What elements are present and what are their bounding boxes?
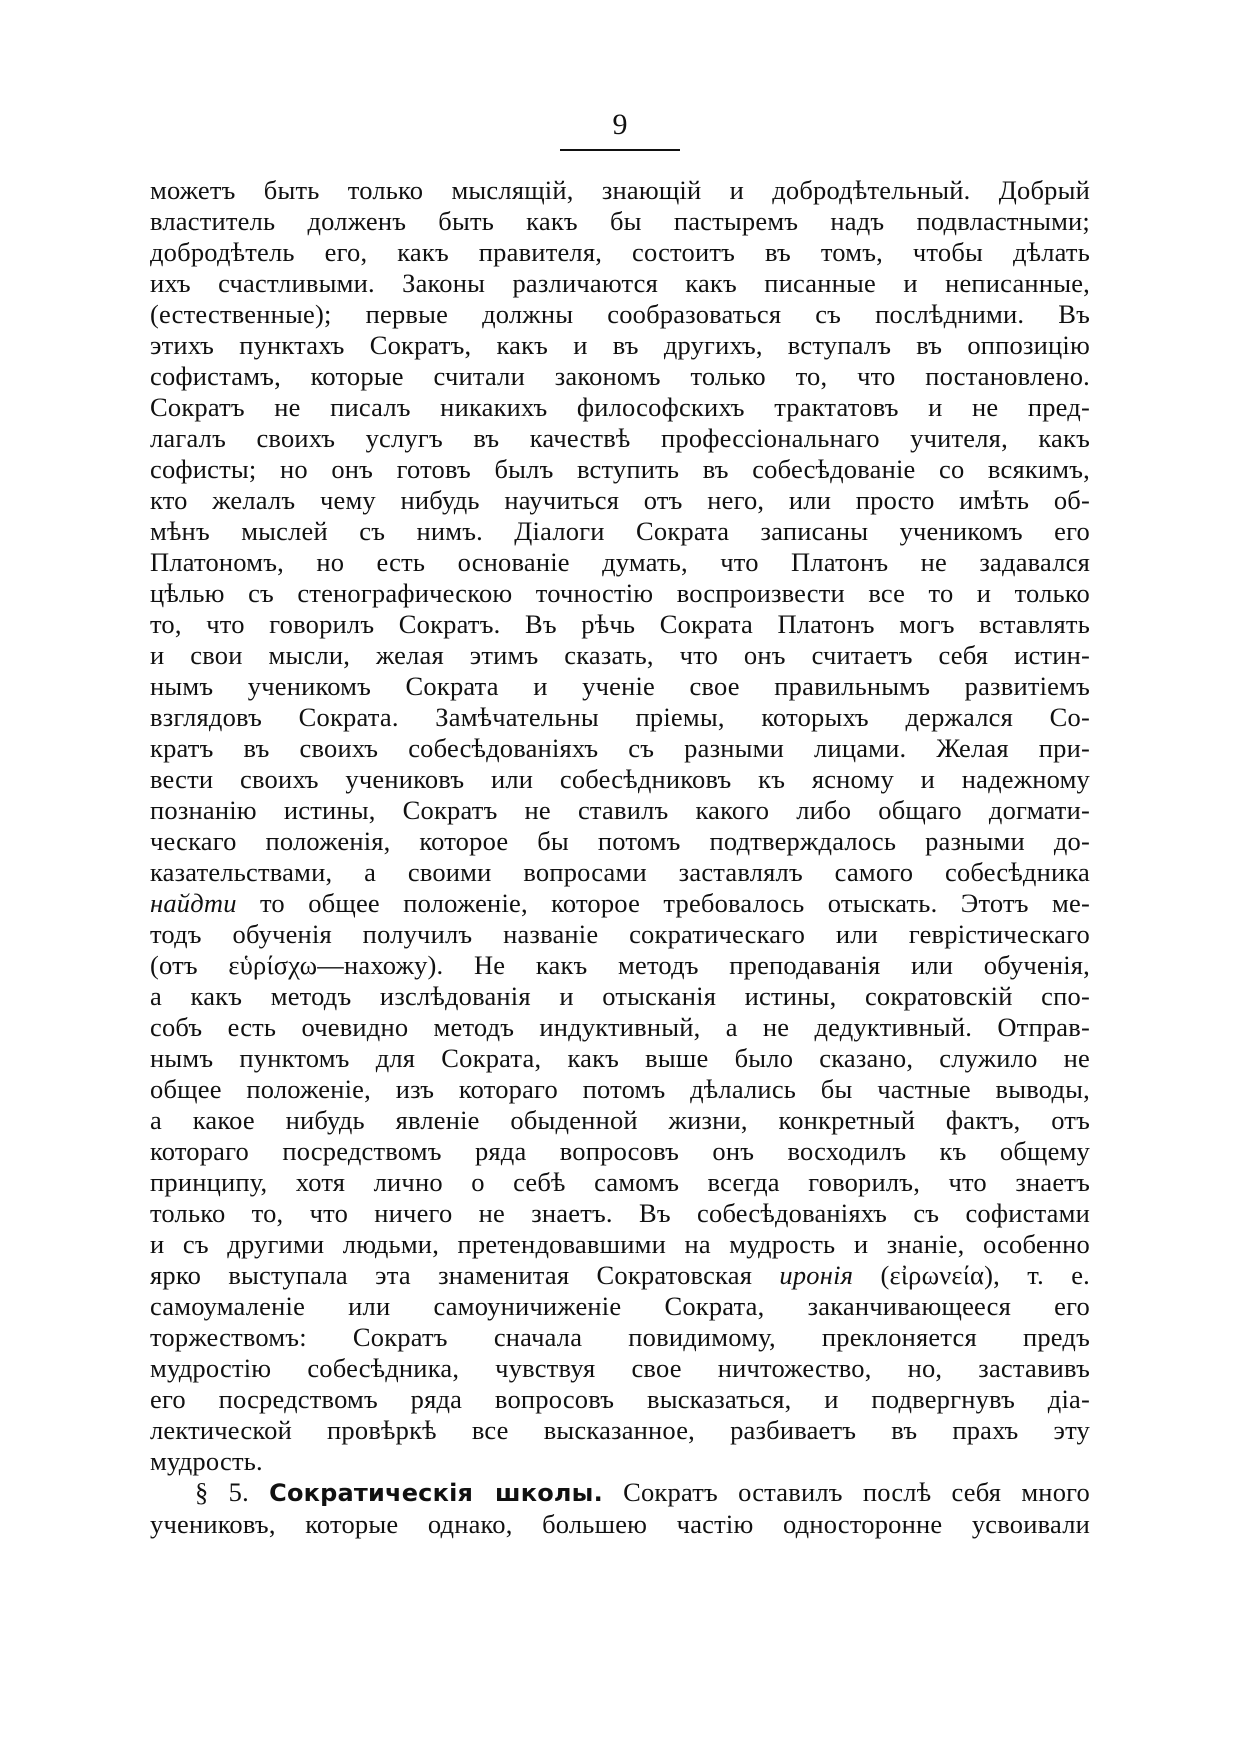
text-line: софистамъ, которые считали закономъ только то, что постановлено.	[150, 361, 1090, 391]
text-line: кратъ въ своихъ собесѣдованіяхъ съ разными лицами. Желая при-	[150, 733, 1090, 763]
header-rule	[560, 149, 680, 151]
text-line: лагалъ своихъ услугъ въ качествѣ профессіональнаго учителя, какъ	[150, 423, 1090, 453]
text-line: цѣлью съ стенографическою точностію воспроизвести все то и только	[150, 578, 1090, 608]
text-line: Платономъ, но есть основаніе думать, что Платонъ не задавался	[150, 547, 1090, 577]
text-line	[150, 1260, 1090, 1291]
text-line: котораго посредствомъ ряда вопросовъ онъ восходилъ къ общему	[150, 1136, 1090, 1166]
section-mark: § 5.	[195, 1477, 249, 1507]
text-line: вести своихъ учениковъ или собесѣдниковъ къ ясному и надежному	[150, 764, 1090, 794]
body-text	[150, 175, 1090, 1540]
text-line: а какое нибудь явленіе обыденной жизни, конкретный фактъ, отъ	[150, 1105, 1090, 1135]
text-line	[150, 888, 1090, 919]
text-line	[150, 1477, 1090, 1509]
text-segment: ярко выступала эта знаменитая Сократовская	[150, 1260, 780, 1290]
text-line: лектической провѣркѣ все высказанное, разбиваетъ въ прахъ эту	[150, 1415, 1090, 1445]
emphasized-word: иронія	[779, 1260, 854, 1290]
paragraph	[150, 175, 1090, 1477]
text-line: софисты; но онъ готовъ былъ вступить въ собесѣдованіе со всякимъ,	[150, 454, 1090, 484]
text-line: (естественные); первые должны сообразоваться съ послѣдними. Въ	[150, 299, 1090, 329]
text-line: можетъ быть только мыслящій, знающій и добродѣтельный. Добрый	[150, 175, 1090, 205]
text-line: властитель долженъ быть какъ бы пастыремъ надъ подвластными;	[150, 206, 1090, 236]
text-line: мѣнъ мыслей съ нимъ. Діалоги Сократа записаны ученикомъ его	[150, 516, 1090, 546]
text-line: нымъ ученикомъ Сократа и ученіе свое правильнымъ развитіемъ	[150, 671, 1090, 701]
text-line: познанію истины, Сократъ не ставилъ какого либо общаго догмати-	[150, 795, 1090, 825]
text-line: (отъ εὑρίσχω—нахожу). Не какъ методъ преподаванія или обученія,	[150, 950, 1090, 980]
text-line: и съ другими людьми, претендовавшими на мудрость и знаніе, особенно	[150, 1229, 1090, 1259]
text-line: нымъ пунктомъ для Сократа, какъ выше было сказано, служило не	[150, 1043, 1090, 1073]
text-line: ихъ счастливыми. Законы различаются какъ писанные и неписанные,	[150, 268, 1090, 298]
text-line: а какъ методъ изслѣдованія и отысканія истины, сократовскій спо-	[150, 981, 1090, 1011]
text-line: этихъ пунктахъ Сократъ, какъ и въ другихъ, вступалъ въ оппозицію	[150, 330, 1090, 360]
text-line: общее положеніе, изъ котораго потомъ дѣлались бы частные выводы,	[150, 1074, 1090, 1104]
text-line: мудрость.	[150, 1446, 263, 1476]
text-line: ческаго положенія, которое бы потомъ подтверждалось разными до-	[150, 826, 1090, 856]
text-line: то, что говорилъ Сократъ. Въ рѣчь Сократа Платонъ могъ вставлять	[150, 609, 1090, 639]
text-line: кто желалъ чему нибудь научиться отъ него, или просто имѣть об-	[150, 485, 1090, 515]
text-line: учениковъ, которые однако, большею частію односторонне усвоивали	[150, 1509, 1090, 1539]
section-heading: Сократическія школы.	[269, 1479, 603, 1507]
text-line: Сократъ не писалъ никакихъ философскихъ трактатовъ и не пред-	[150, 392, 1090, 422]
page-number: 9	[612, 108, 628, 141]
section-paragraph	[150, 1477, 1090, 1540]
text-line: только то, что ничего не знаетъ. Въ собесѣдованіяхъ съ софистами	[150, 1198, 1090, 1228]
text-line: собъ есть очевидно методъ индуктивный, а не дедуктивный. Отправ-	[150, 1012, 1090, 1042]
text-line: добродѣтель его, какъ правителя, состоитъ въ томъ, чтобы дѣлать	[150, 237, 1090, 267]
text-line: мудростію собесѣдника, чувствуя свое ничтожество, но, заставивъ	[150, 1353, 1090, 1383]
emphasized-word: найдти	[150, 888, 237, 918]
text-line: его посредствомъ ряда вопросовъ высказаться, и подвергнувъ діа-	[150, 1384, 1090, 1414]
text-line: и свои мысли, желая этимъ сказать, что онъ считаетъ себя истин-	[150, 640, 1090, 670]
text-segment: Сократъ оставилъ послѣ себя много	[602, 1477, 1091, 1507]
text-line: самоумаленіе или самоуничиженіе Сократа, заканчивающееся его	[150, 1291, 1090, 1321]
text-line: казательствами, а своими вопросами заставлялъ самого собесѣдника	[150, 857, 1090, 887]
text-segment: то общее положеніе, которое требовалось отыскать. Этотъ ме-	[236, 888, 1090, 918]
text-line: торжествомъ: Сократъ сначала повидимому, преклоняется предъ	[150, 1322, 1090, 1352]
text-line: принципу, хотя лично о себѣ самомъ всегда говорилъ, что знаетъ	[150, 1167, 1090, 1197]
text-line: взглядовъ Сократа. Замѣчательны пріемы, которыхъ держался Со-	[150, 702, 1090, 732]
text-line: тодъ обученія получилъ названіе сократическаго или геврістическаго	[150, 919, 1090, 949]
text-segment: (εἰρωνεία), т. е.	[853, 1260, 1090, 1290]
